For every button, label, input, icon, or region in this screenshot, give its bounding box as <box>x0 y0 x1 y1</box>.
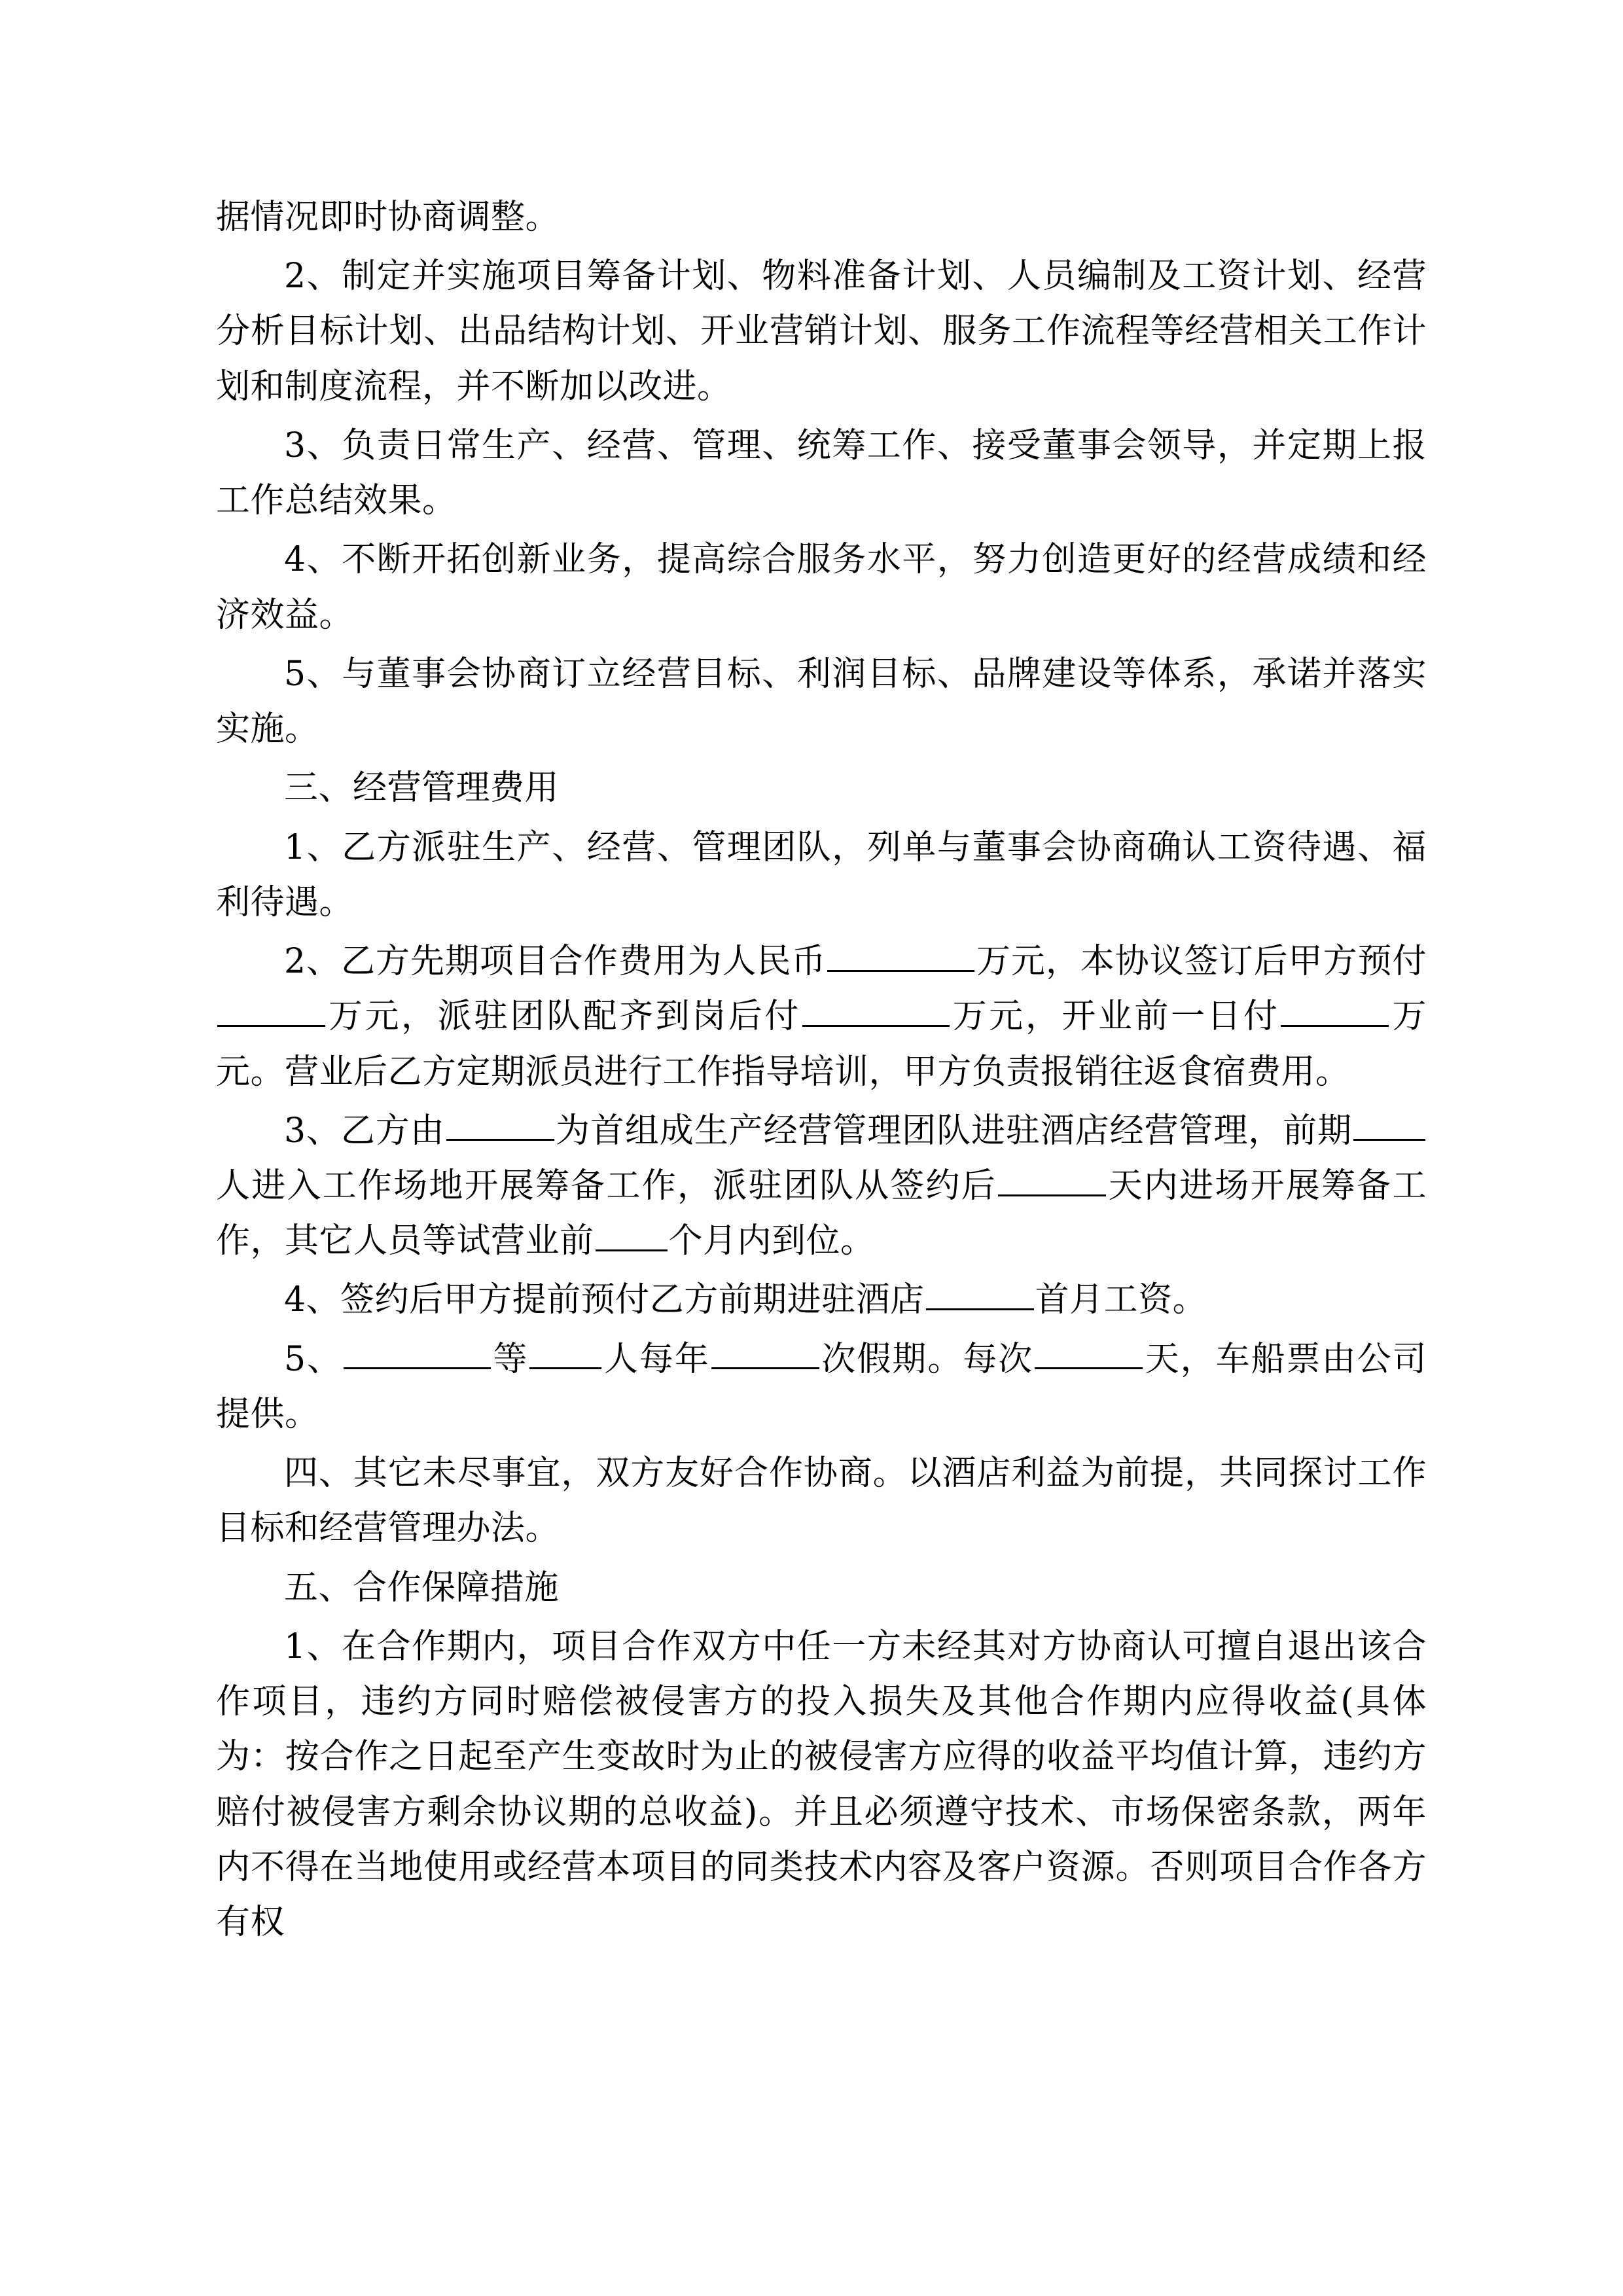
paragraph-text: 万元，本协议签订后甲方预付 <box>976 942 1427 982</box>
paragraph-text: 3、乙方由 <box>284 1111 445 1151</box>
paragraph-text: 4、不断开拓创新业务，提高综合服务水平，努力创造更好的经营成绩和经济效益。 <box>216 540 1427 635</box>
paragraph <box>216 1332 1427 1442</box>
paragraph-text: 万元，开业前一日付 <box>950 997 1280 1037</box>
paragraph <box>216 934 1427 1100</box>
fill-in-blank[interactable] <box>217 989 325 1027</box>
fill-in-blank[interactable] <box>344 1332 491 1370</box>
fill-in-blank[interactable] <box>596 1213 668 1251</box>
paragraph-text: 人每年 <box>603 1339 710 1379</box>
paragraph-text: 万元，派驻团队配齐到岗后付 <box>327 997 801 1037</box>
fill-in-blank[interactable] <box>998 1158 1106 1196</box>
fill-in-blank[interactable] <box>446 1103 554 1141</box>
paragraph <box>216 1272 1427 1327</box>
paragraph-text: 人进入工作场地开展筹备工作，派驻团队从签约后 <box>216 1166 997 1206</box>
paragraph-text: 3、负责日常生产、经营、管理、统筹工作、接受董事会领导，并定期上报工作总结效果。 <box>216 425 1427 521</box>
paragraph-text: 1、在合作期内，项目合作双方中任一方未经其对方协商认可擅自退出该合作项目，违约方同时赔偿被侵害方的投入损失及其他合作期内应得收益(具体为：按合作之日起至产生变故时为止的被侵害方应得的收益平均值计算，违约方赔付被侵害方剩余协议期的总收益)。并且必须遵守技术、市场保密条款，两年内不得在当地使用或经营本项目的同类技术内容及客户资源。否则项目合作各方有权 <box>216 1626 1427 1943</box>
paragraph-text: 5、与董事会协商订立经营目标、利润目标、品牌建设等体系，承诺并落实实施。 <box>216 654 1427 749</box>
paragraph-text: 四、其它未尽事宜，双方友好合作协商。以酒店利益为前提，共同探讨工作目标和经营管理办法。 <box>216 1454 1427 1549</box>
fill-in-blank[interactable] <box>827 934 974 972</box>
paragraph-text: 天内进场开展筹备工作，其它人员等试营业前 <box>216 1166 1427 1261</box>
paragraph-text: 据情况即时协商调整。 <box>216 198 560 237</box>
paragraph-text: 1、乙方派驻生产、经营、管理团队，列单与董事会协商确认工资待遇、福利待遇。 <box>216 827 1427 922</box>
paragraph-text: 首月工资。 <box>1035 1280 1207 1320</box>
paragraph-text: 天，车船票由公司提供。 <box>216 1339 1427 1434</box>
paragraph-text: 等 <box>492 1339 529 1379</box>
fill-in-blank[interactable] <box>1281 989 1389 1027</box>
paragraph <box>216 1619 1427 1950</box>
paragraph-text: 万元。营业后乙方定期派员进行工作指导培训，甲方负责报销往返食宿费用。 <box>216 997 1427 1092</box>
fill-in-blank[interactable] <box>529 1332 601 1370</box>
paragraph <box>216 647 1427 757</box>
paragraph <box>216 249 1427 414</box>
paragraph <box>216 761 1427 816</box>
paragraph-text: 2、制定并实施项目筹备计划、物料准备计划、人员编制及工资计划、经营分析目标计划、出品结构计划、开业营销计划、服务工作流程等经营相关工作计划和制度流程，并不断加以改进。 <box>216 257 1427 406</box>
fill-in-blank[interactable] <box>1035 1332 1143 1370</box>
paragraph <box>216 1560 1427 1615</box>
paragraph-text: 5、 <box>284 1339 343 1379</box>
paragraph <box>216 532 1427 642</box>
paragraph <box>216 190 1427 245</box>
paragraph-text: 五、合作保障措施 <box>284 1568 560 1607</box>
paragraph <box>216 820 1427 930</box>
paragraph <box>216 1103 1427 1269</box>
paragraph <box>216 1446 1427 1556</box>
fill-in-blank[interactable] <box>711 1332 819 1370</box>
paragraph-text: 三、经营管理费用 <box>284 768 560 808</box>
paragraph-text: 个月内到位。 <box>668 1221 875 1261</box>
paragraph <box>216 418 1427 528</box>
fill-in-blank[interactable] <box>926 1272 1034 1310</box>
fill-in-blank[interactable] <box>1353 1103 1425 1141</box>
paragraph-text: 4、签约后甲方提前预付乙方前期进驻酒店 <box>284 1280 925 1320</box>
paragraph-text: 2、乙方先期项目合作费用为人民币 <box>284 942 827 982</box>
document-body <box>216 190 1427 1950</box>
paragraph-text: 次假期。每次 <box>820 1339 1034 1379</box>
fill-in-blank[interactable] <box>802 989 950 1027</box>
paragraph-text: 为首组成生产经营管理团队进驻酒店经营管理，前期 <box>555 1111 1352 1151</box>
